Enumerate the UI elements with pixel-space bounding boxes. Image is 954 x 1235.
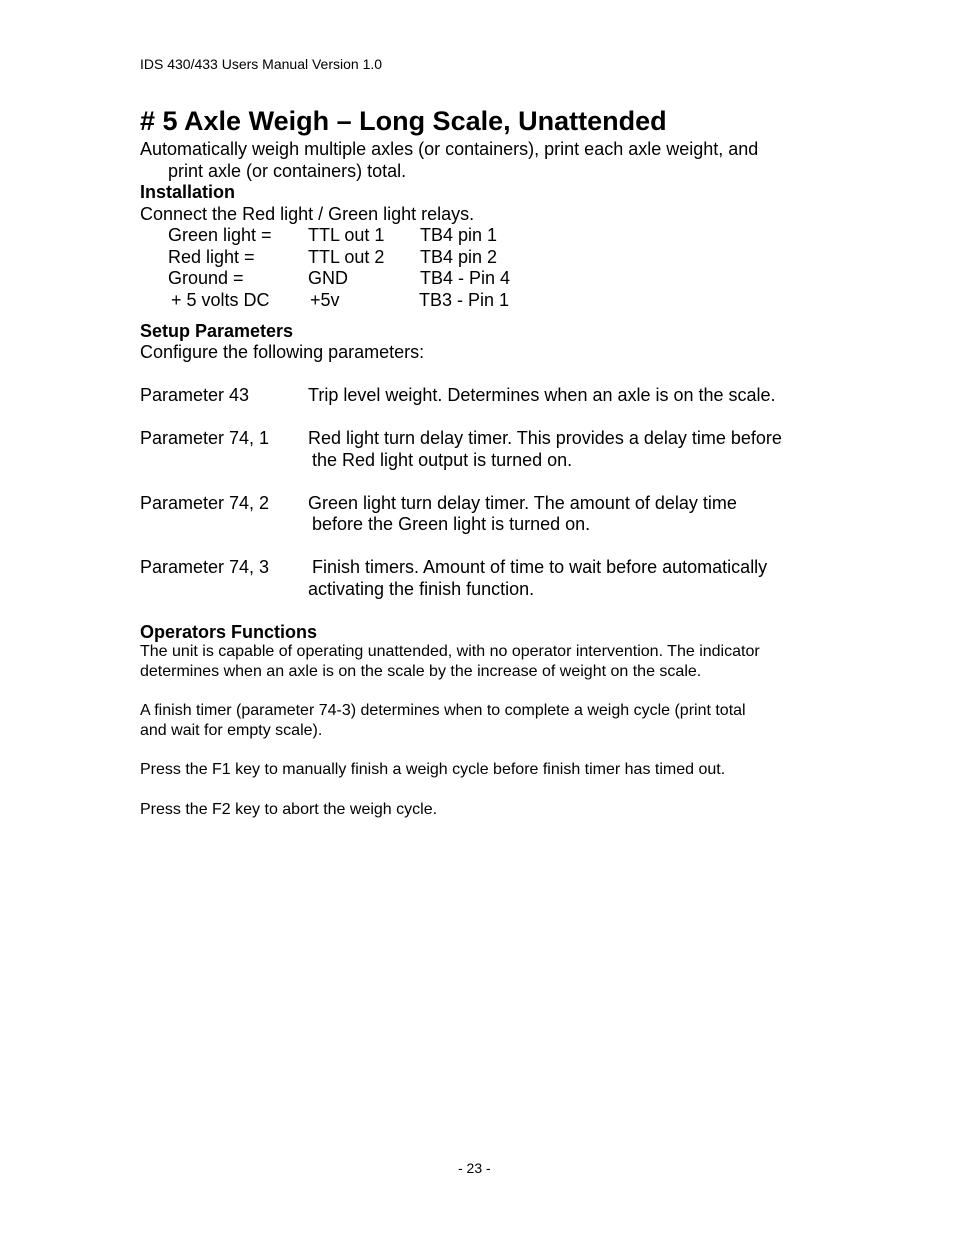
param-name: Parameter 43: [140, 385, 250, 405]
running-header: IDS 430/433 Users Manual Version 1.0: [140, 56, 383, 72]
installation-heading: Installation: [140, 182, 236, 202]
param-desc-line-1: Trip level weight. Determines when an axle is on the scale.: [308, 385, 776, 405]
setup-heading: Setup Parameters: [140, 321, 294, 341]
operators-para-4: Press the F2 key to abort the weigh cycle.: [140, 801, 438, 818]
operators-heading: Operators Functions: [140, 622, 318, 642]
param-desc-line-2: before the Green light is turned on.: [312, 514, 591, 534]
wiring-label: + 5 volts DC: [171, 290, 270, 310]
page-number: - 23 -: [458, 1160, 491, 1176]
operators-para-2-line-1: A finish timer (parameter 74-3) determines when to complete a weigh cycle (print total: [140, 702, 746, 719]
wiring-signal: +5v: [310, 290, 340, 310]
operators-para-3: Press the F1 key to manually finish a weigh cycle before finish timer has timed out.: [140, 761, 726, 778]
param-desc-line-1: Red light turn delay timer. This provides a delay time before: [308, 428, 782, 448]
param-desc-line-2: the Red light output is turned on.: [312, 450, 573, 470]
param-desc-line-1: Finish timers. Amount of time to wait before automatically: [312, 557, 768, 577]
wiring-terminal: TB4 pin 1: [420, 225, 498, 245]
param-name: Parameter 74, 3: [140, 557, 270, 577]
wiring-terminal: TB4 - Pin 4: [420, 268, 511, 288]
operators-para-1-line-1: The unit is capable of operating unattended, with no operator intervention. The indicator: [140, 643, 760, 660]
intro-line-1: Automatically weigh multiple axles (or containers), print each axle weight, and: [140, 139, 759, 159]
intro-line-2: print axle (or containers) total.: [168, 161, 407, 181]
wiring-label: Red light =: [168, 247, 255, 267]
setup-text: Configure the following parameters:: [140, 342, 425, 362]
wiring-label: Green light =: [168, 225, 272, 245]
wiring-signal: GND: [308, 268, 348, 288]
operators-para-1-line-2: determines when an axle is on the scale by the increase of weight on the scale.: [140, 663, 702, 680]
param-desc-line-2: activating the finish function.: [308, 579, 535, 599]
section-title: # 5 Axle Weigh – Long Scale, Unattended: [140, 106, 667, 136]
param-desc-line-1: Green light turn delay timer. The amount of delay time: [308, 493, 737, 513]
wiring-label: Ground =: [168, 268, 244, 288]
param-name: Parameter 74, 1: [140, 428, 270, 448]
wiring-signal: TTL out 2: [308, 247, 385, 267]
operators-para-2-line-2: and wait for empty scale).: [140, 722, 323, 739]
param-name: Parameter 74, 2: [140, 493, 270, 513]
wiring-terminal: TB3 - Pin 1: [419, 290, 510, 310]
wiring-terminal: TB4 pin 2: [420, 247, 498, 267]
wiring-signal: TTL out 1: [308, 225, 385, 245]
installation-text: Connect the Red light / Green light relays.: [140, 204, 475, 224]
